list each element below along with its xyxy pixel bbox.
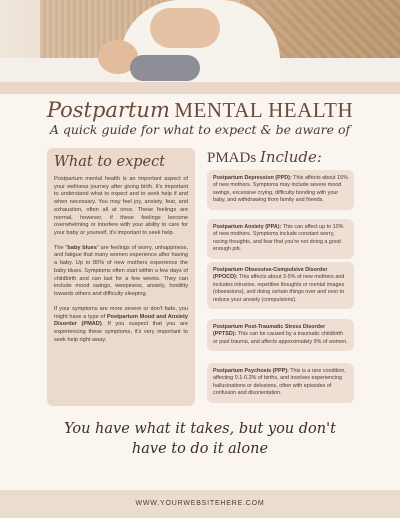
pmad-card-ppa: Postpartum Anxiety (PPA): This can affect up to 10% of new mothers. Symptoms include constant worry, racing thoughts, and fear that you're not doing a good enough job. — [207, 219, 354, 259]
header-divider-band — [0, 82, 400, 94]
expect-paragraph-1: Postpartum mental health is an important aspect of your wellness journey after giving birth. It's important to understand what to expect and to seek help if and when necessary. You may feel joy, anxiety, fear, and exhaustion, often all at once. These feelings are normal, however, if these feelings become overwhelming or interfere with your ability to care for your baby or yourself, it's important to seek help. — [54, 176, 188, 237]
expect-paragraph-2: The "baby blues" are feelings of worry, unhappiness, and fatigue that many women experience after having a baby. Up to 80% of new mothers experience the baby blues. Symptoms often start within a few days of childbirth and can last for a few weeks. They can include mood swings, weepiness, anxiety, hostility towards others and difficulty sleeping. — [54, 244, 188, 298]
tagline-line-1: You have what it takes, but you don't — [64, 421, 336, 437]
tagline — [0, 420, 400, 459]
website-link[interactable]: WWW.YOURWEBSITEHERE.COM — [135, 500, 265, 507]
pmad-card-ppd: Postpartum Depression (PPD): This affects about 15% of new mothers. Symptoms may include severe mood swings, excessive crying, difficulty bonding with your baby, and withdrawing from family and friends. — [207, 170, 354, 210]
pmad-card-pptsd: Postpartum Post-Traumatic Stress Disorder (PPTSD): This can be caused by a traumatic childbirth or past trauma, and affects approximately 9% of women. — [207, 319, 354, 351]
page-title — [0, 98, 400, 123]
what-to-expect-panel — [47, 148, 195, 406]
pmad-card-ppocd: Postpartum Obsessive-Compulsive Disorder (PPOCD): This affects about 3-5% of new mothers and includes intrusive, repetitive thoughts or mental images (obsessions), and doing certain things over and over to reduce your anxiety (compulsions). — [207, 262, 354, 309]
page-subtitle: A quick guide for what to expect & be aware of — [49, 122, 351, 137]
pmad-card-ppp: Postpartum Psychosis (PPP): This is a rare condition, affecting 0.1-0.2% of births, and involves experiencing hallucinations or delusions, often with episodes of confusion and disorientation. — [207, 363, 354, 403]
expect-paragraph-3: If your symptoms are more severe or don't fade, you might have a type of Postpartum Mood and Anxiety Disorder (PMAD). If you suspect that you are experiencing these symptoms, it's very important to seek help right away. — [54, 305, 188, 343]
title-script: Postpartum — [46, 98, 170, 122]
header-photo — [0, 0, 400, 82]
footer — [0, 490, 400, 518]
what-to-expect-heading: What to expect — [54, 154, 166, 170]
title-caps: MENTAL HEALTH — [174, 98, 354, 122]
tagline-line-2: have to do it alone — [131, 440, 269, 457]
pmads-heading: PMADs Include: — [207, 148, 322, 166]
